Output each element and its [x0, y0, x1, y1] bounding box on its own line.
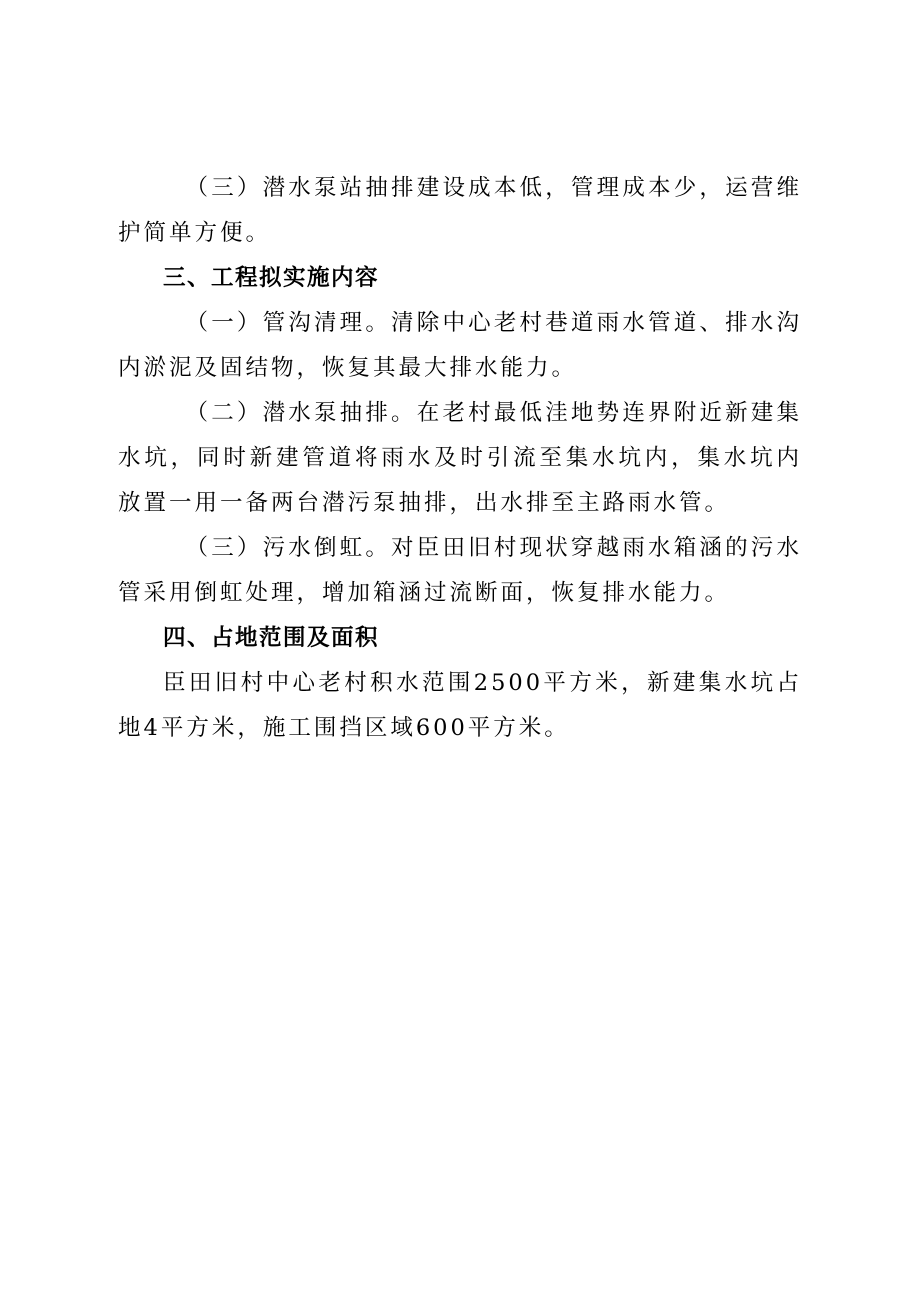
section-heading-4: 四、占地范围及面积 [163, 625, 380, 651]
paragraph-item-1-trench-cleaning: （一）管沟清理。清除中心老村巷道雨水管道、排水沟内淤泥及固结物，恢复其最大排水能力。 [118, 310, 802, 381]
paragraph-item-3-sewage-siphon: （三）污水倒虹。对臣田旧村现状穿越雨水箱涵的污水管采用倒虹处理，增加箱涵过流断面，恢复排水能力。 [118, 535, 802, 606]
document-body [118, 166, 802, 751]
paragraph-item-3-low-cost: （三）潜水泵站抽排建设成本低，管理成本少，运营维护简单方便。 [118, 175, 802, 246]
paragraph-item-2-pump-drainage: （二）潜水泵抽排。在老村最低洼地势连界附近新建集水坑，同时新建管道将雨水及时引流至集水坑内，集水坑内放置一用一备两台潜污泵抽排，出水排至主路雨水管。 [118, 400, 802, 516]
paragraph-area-description: 臣田旧村中心老村积水范围2500平方米，新建集水坑占地4平方米，施工围挡区域600平方米。 [118, 670, 802, 741]
section-heading-3: 三、工程拟实施内容 [163, 265, 380, 291]
